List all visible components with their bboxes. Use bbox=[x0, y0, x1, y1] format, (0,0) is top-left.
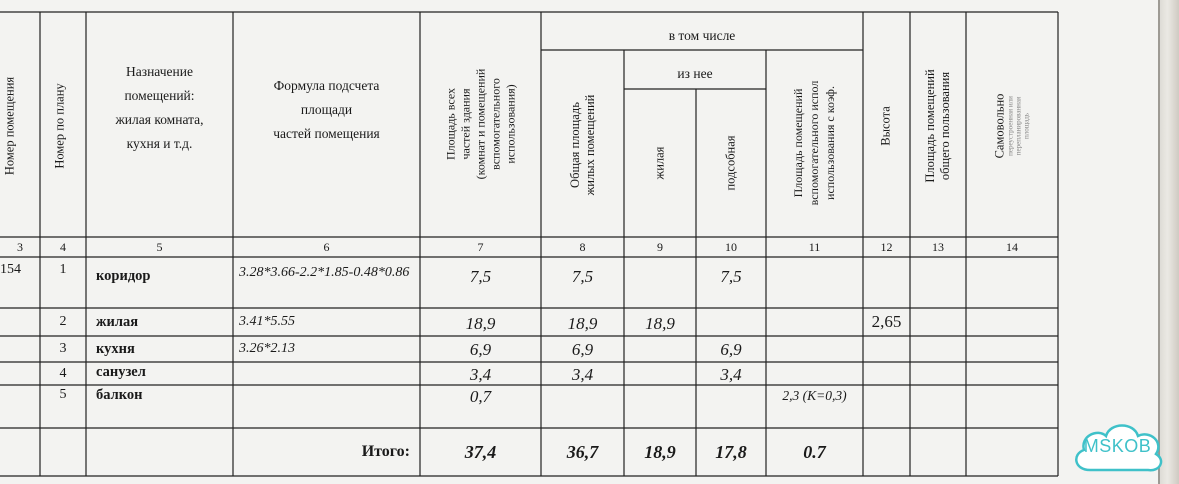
row1-formula bbox=[233, 257, 420, 308]
row1-room-number bbox=[0, 257, 40, 283]
row3-auxiliary bbox=[696, 336, 766, 364]
row2-plan-number-text: 2 bbox=[59, 314, 67, 329]
header-living-total-line1: Общая площадь bbox=[568, 102, 582, 188]
row1-formula-text: 3.28*3.66-2.2*1.85-0.48*0.86 bbox=[239, 265, 410, 280]
header-subgroup-of-which bbox=[624, 62, 766, 86]
header-living-text: жилая bbox=[652, 146, 667, 180]
col-number-6-text: 6 bbox=[323, 239, 330, 254]
row2-height-text: 2,65 bbox=[871, 312, 902, 331]
header-formula-line1: Формула подсчета bbox=[273, 78, 380, 93]
header-purpose-line3: жилая комната, bbox=[115, 112, 204, 127]
row1-total-area bbox=[420, 257, 541, 297]
totals-living-total-text: 36,7 bbox=[566, 441, 599, 462]
header-height-text: Высота bbox=[878, 106, 893, 146]
row1-living bbox=[624, 257, 696, 297]
header-aux-coef-line1: Площадь помещений bbox=[791, 88, 805, 198]
row1-plan-number bbox=[40, 257, 86, 283]
row3-room-number bbox=[0, 336, 40, 362]
row4-plan-number-text: 4 bbox=[59, 365, 67, 381]
totals-coef bbox=[766, 428, 863, 476]
col-number-11-text: 11 bbox=[808, 239, 821, 254]
col-number-6 bbox=[233, 237, 420, 257]
header-aux-coef bbox=[790, 81, 838, 206]
header-living-total-line2: жилых помещений bbox=[583, 94, 597, 196]
col-number-11 bbox=[766, 237, 863, 257]
header-aux-coef-line3: использования с коэф. bbox=[823, 86, 837, 200]
header-unauthorized-faint2: перепланированная bbox=[1014, 96, 1023, 156]
row5-formula bbox=[233, 385, 420, 405]
header-height bbox=[879, 106, 894, 146]
row5-name-text: балкон bbox=[96, 386, 143, 403]
row5-auxiliary bbox=[696, 385, 766, 409]
row1-height bbox=[863, 257, 910, 297]
row5-living bbox=[624, 385, 696, 409]
header-formula-line2: площади bbox=[300, 102, 353, 117]
col-number-12-text: 12 bbox=[880, 239, 893, 254]
row5-coef-text: 2,3 (K=0,3) bbox=[782, 388, 847, 403]
col-number-13-text: 13 bbox=[932, 239, 944, 254]
header-plan-number-text: Номер по плану bbox=[52, 83, 67, 169]
header-common-area-line2: общего пользования bbox=[938, 71, 952, 181]
col-number-7 bbox=[420, 237, 541, 257]
header-purpose-line2: помещений: bbox=[124, 88, 195, 103]
row5-living-total bbox=[541, 385, 624, 409]
row3-formula-text: 3.26*2.13 bbox=[239, 341, 295, 356]
row1-living-total bbox=[541, 257, 624, 297]
row3-living-total-text: 6,9 bbox=[571, 340, 594, 359]
row3-name bbox=[86, 336, 233, 362]
row3-living-total bbox=[541, 336, 624, 364]
row1-living-total-text: 7,5 bbox=[571, 267, 594, 286]
col-number-4-text: 4 bbox=[60, 239, 66, 254]
row5-coef bbox=[766, 385, 863, 407]
col-number-14 bbox=[966, 237, 1058, 257]
row5-name bbox=[86, 385, 233, 405]
header-group-including bbox=[541, 24, 863, 48]
header-total-area bbox=[444, 69, 519, 180]
totals-total-area bbox=[420, 428, 541, 476]
row3-plan-number-text: 3 bbox=[59, 341, 67, 356]
totals-living-total bbox=[541, 428, 624, 476]
header-common-area-line1: Площадь помещений bbox=[923, 69, 937, 183]
col-number-3-text: 3 bbox=[17, 239, 23, 254]
row3-coef bbox=[766, 336, 863, 362]
row2-coef bbox=[766, 308, 863, 336]
header-unauthorized-line1: Самовольно bbox=[992, 93, 1007, 159]
row2-formula bbox=[233, 308, 420, 336]
header-living-total bbox=[568, 95, 598, 196]
row4-plan-number bbox=[40, 362, 86, 385]
header-aux-coef-line2: вспомогательного испол bbox=[807, 80, 821, 206]
row5-total-area-text: 0,7 bbox=[469, 387, 492, 406]
row3-auxiliary-text: 6,9 bbox=[720, 340, 742, 359]
header-living bbox=[653, 147, 668, 180]
row2-name-text: жилая bbox=[96, 313, 139, 330]
watermark-text: MSKOB bbox=[1083, 436, 1152, 456]
header-formula-line3: частей помещения bbox=[273, 126, 380, 141]
row2-name bbox=[86, 308, 233, 336]
header-common-area bbox=[923, 69, 953, 182]
header-auxiliary-text: подсобная bbox=[723, 135, 738, 191]
col-number-8-text: 8 bbox=[579, 239, 586, 254]
row4-total-area-text: 3,4 bbox=[469, 365, 492, 384]
col-number-13 bbox=[910, 237, 966, 257]
header-unauthorized bbox=[994, 94, 1031, 159]
row3-plan-number bbox=[40, 336, 86, 362]
totals-living-text: 18,9 bbox=[644, 441, 676, 462]
row5-plan-number bbox=[40, 385, 86, 405]
totals-auxiliary-text: 17,8 bbox=[715, 441, 747, 462]
row3-name-text: кухня bbox=[96, 340, 135, 357]
row1-room-number-text: 154 bbox=[0, 262, 21, 277]
header-auxiliary bbox=[724, 135, 739, 190]
row4-coef bbox=[766, 362, 863, 385]
row1-total-area-text: 7,5 bbox=[469, 267, 492, 286]
col-number-10 bbox=[696, 237, 766, 257]
col-number-5 bbox=[86, 237, 233, 257]
header-formula bbox=[233, 74, 420, 154]
row1-coef bbox=[766, 257, 863, 297]
header-purpose-line1: Назначение bbox=[126, 64, 193, 79]
totals-label bbox=[233, 428, 420, 476]
row4-name-text: санузел bbox=[96, 363, 146, 380]
header-total-area-line5: использования) bbox=[503, 84, 518, 164]
row4-formula bbox=[233, 362, 420, 385]
col-number-5-text: 5 bbox=[156, 239, 163, 254]
col-number-7-text: 7 bbox=[477, 239, 484, 254]
row2-living-text: 18,9 bbox=[645, 314, 675, 333]
row1-name-text: коридор bbox=[96, 267, 151, 284]
row4-room-number bbox=[0, 362, 40, 385]
header-plan-number bbox=[53, 83, 68, 168]
header-unauthorized-faint3: площадь bbox=[1022, 113, 1031, 140]
col-number-9-text: 9 bbox=[657, 239, 663, 254]
row2-formula-text: 3.41*5.55 bbox=[239, 314, 295, 329]
col-number-14-text: 14 bbox=[1006, 239, 1018, 254]
header-room-number-text: Номер помещения bbox=[2, 76, 17, 176]
row5-height bbox=[863, 385, 910, 407]
col-number-10-text: 10 bbox=[725, 239, 737, 254]
col-number-4 bbox=[40, 237, 86, 257]
row3-formula bbox=[233, 336, 420, 362]
col-number-3 bbox=[0, 237, 40, 257]
header-subgroup-text: из нее bbox=[677, 66, 713, 81]
row5-plan-number-text: 5 bbox=[59, 387, 67, 402]
totals-coef-text: 0.7 bbox=[803, 441, 826, 462]
header-room-number bbox=[3, 77, 18, 175]
row4-auxiliary-text: 3,4 bbox=[720, 365, 742, 384]
row3-height bbox=[863, 336, 910, 362]
row1-name bbox=[86, 257, 233, 295]
row1-auxiliary bbox=[696, 257, 766, 297]
header-total-area-line3: (комнат и помещений bbox=[473, 68, 488, 180]
row2-room-number bbox=[0, 308, 40, 336]
header-purpose bbox=[86, 60, 233, 180]
header-total-area-line4: вспомогательного bbox=[488, 78, 503, 170]
row2-living-total-text: 18,9 bbox=[567, 314, 598, 333]
row5-total-area bbox=[420, 385, 541, 409]
totals-auxiliary bbox=[696, 428, 766, 476]
row3-living bbox=[624, 336, 696, 364]
page-edge bbox=[1158, 0, 1179, 484]
row2-height bbox=[863, 308, 910, 336]
header-unauthorized-faint1: переустроенная или bbox=[1006, 96, 1015, 156]
row3-total-area-text: 6,9 bbox=[469, 340, 492, 359]
row4-name bbox=[86, 362, 233, 382]
row5-room-number bbox=[0, 385, 40, 405]
header-total-area-line2: частей здания bbox=[458, 88, 473, 160]
row3-total-area bbox=[420, 336, 541, 364]
col-number-8 bbox=[541, 237, 624, 257]
row4-living-total-text: 3,4 bbox=[571, 365, 594, 384]
header-total-area-line1: Площадь всех bbox=[443, 87, 458, 161]
row1-plan-number-text: 1 bbox=[59, 262, 67, 277]
col-number-12 bbox=[863, 237, 910, 257]
totals-living bbox=[624, 428, 696, 476]
header-purpose-line4: кухня и т.д. bbox=[126, 136, 193, 151]
totals-label-text: Итого: bbox=[361, 443, 410, 460]
row1-auxiliary-text: 7,5 bbox=[720, 267, 742, 286]
totals-total-area-text: 37,4 bbox=[464, 441, 497, 462]
row4-height bbox=[863, 362, 910, 385]
row2-plan-number bbox=[40, 308, 86, 336]
header-group-including-text: в том числе bbox=[668, 28, 736, 43]
col-number-9 bbox=[624, 237, 696, 257]
row2-total-area-text: 18,9 bbox=[465, 314, 496, 333]
